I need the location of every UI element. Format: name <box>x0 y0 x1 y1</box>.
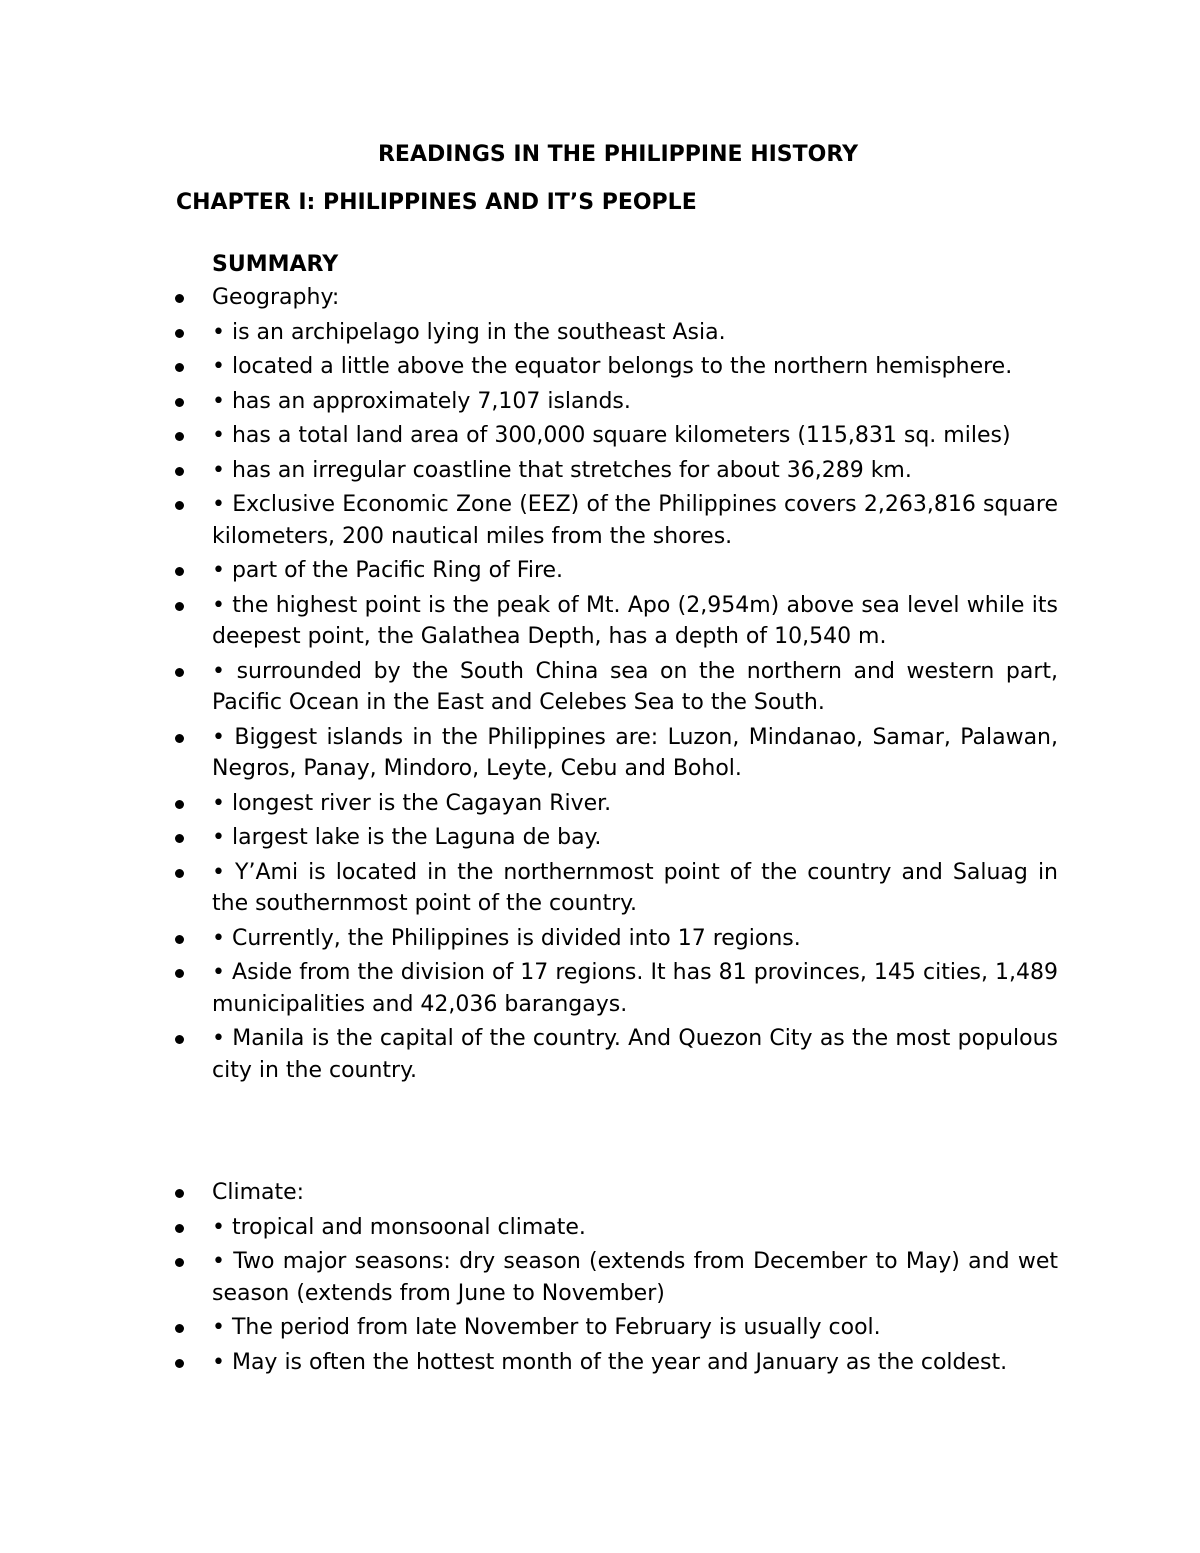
list-item: • Aside from the division of 17 regions. It has 81 provinces, 145 cities, 1,489 municipalities and 42,036 barangays. <box>0 957 1058 1020</box>
list-item: • Exclusive Economic Zone (EEZ) of the Philippines covers 2,263,816 square kilometers, 200 nautical miles from the shores. <box>0 489 1058 552</box>
list-item: • Biggest islands in the Philippines are: Luzon, Mindanao, Samar, Palawan, Negros, Panay, Mindoro, Leyte, Cebu and Bohol. <box>0 722 1058 785</box>
summary-heading: SUMMARY <box>212 252 339 277</box>
list-item: • May is often the hottest month of the year and January as the coldest. <box>0 1347 1058 1379</box>
list-item: • Two major seasons: dry season (extends from December to May) and wet season (extends from June to November) <box>0 1246 1058 1309</box>
list-item: • has an irregular coastline that stretches for about 36,289 km. <box>0 455 1058 487</box>
list-item: Climate: <box>0 1177 1058 1209</box>
list-item: • located a little above the equator belongs to the northern hemisphere. <box>0 351 1058 383</box>
chapter-title: CHAPTER I: PHILIPPINES AND IT’S PEOPLE <box>176 190 697 215</box>
list-item: • the highest point is the peak of Mt. Apo (2,954m) above sea level while its deepest point, the Galathea Depth, has a depth of 10,540 m. <box>0 590 1058 653</box>
list-item: • Currently, the Philippines is divided into 17 regions. <box>0 923 1058 955</box>
list-item: • surrounded by the South China sea on the northern and western part, Pacific Ocean in the East and Celebes Sea to the South. <box>0 656 1058 719</box>
list-item: • longest river is the Cagayan River. <box>0 788 1058 820</box>
list-item: • has a total land area of 300,000 square kilometers (115,831 sq. miles) <box>0 420 1058 452</box>
list-item: • is an archipelago lying in the southeast Asia. <box>0 317 1058 349</box>
list-item: • tropical and monsoonal climate. <box>0 1212 1058 1244</box>
list-item: • has an approximately 7,107 islands. <box>0 386 1058 418</box>
list-item: • Manila is the capital of the country. And Quezon City as the most populous city in the country. <box>0 1023 1058 1086</box>
list-item: • Y’Ami is located in the northernmost point of the country and Saluag in the southernmost point of the country. <box>0 857 1058 920</box>
list-item: • largest lake is the Laguna de bay. <box>0 822 1058 854</box>
list-item: Geography: <box>0 282 1058 314</box>
list-item: • The period from late November to February is usually cool. <box>0 1312 1058 1344</box>
list-item: • part of the Pacific Ring of Fire. <box>0 555 1058 587</box>
climate-list <box>0 1177 1200 1381</box>
geography-list <box>0 282 1200 1089</box>
document-title: READINGS IN THE PHILIPPINE HISTORY <box>377 142 859 167</box>
